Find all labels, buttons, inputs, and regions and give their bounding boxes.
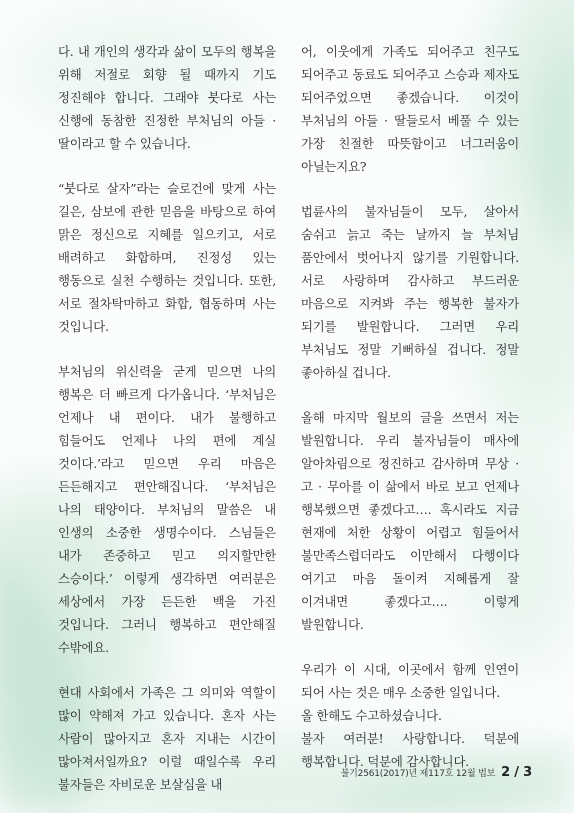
page-footer <box>341 765 532 780</box>
paragraph: 현대 사회에서 가족은 그 의미와 역할이 많이 약해져 가고 있습니다. 혼자 사는 사람이 많아지고 혼자 지내는 시간이 많아져서일까요? 이럴 때일수록 우리 불자들은 자비로운 보살심을 내 <box>58 685 276 792</box>
right-column <box>301 40 519 773</box>
paragraph: 부처님의 위신력을 굳게 믿으면 나의 행복은 더 빠르게 다가옵니다. ‘부처님은 언제나 내 편이다. 내가 불행하고 힘들어도 언제나 나의 편에 계실 것이다.’라고 믿으면 우리 마음은 든든해지고 편안해집니다. ‘부처님은 나의 태양이다. 부처님의 말씀은 내 인생의 소중한 생명수이다. 스님들은 내가 존중하고 믿고 의지할만한 스승이다.’ 이렇게 생각하면 여러분은 세상에서 가장 든든한 백을 가진 것입니다. 그러니 행복하고 편안해질 수밖에요. <box>58 364 276 655</box>
paragraph: 법륜사의 불자님들이 모두, 살아서 숨쉬고 늙고 죽는 날까지 늘 부처님 품안에서 벗어나지 않기를 기원합니다. 서로 사랑하며 감사하고 부드러운 마음으로 지켜봐 주는 행복한 불자가 되기를 발원합니다. 그러면 우리 부처님도 정말 기뻐하실 겁니다. 정말 좋아하실 겁니다. <box>301 204 519 380</box>
issue-info: 불기2561(2017)년 제117호 12월 법보 <box>340 769 496 779</box>
page-number: 2 / 3 <box>501 765 532 780</box>
left-column <box>58 40 276 796</box>
paragraph: 우리가 이 시대, 이곳에서 함께 인연이 되어 사는 것은 매우 소중한 일입니다. <box>301 662 519 700</box>
paragraph: 어, 이웃에게 가족도 되어주고 친구도 되어주고 동료도 되어주고 스승과 제자도 되어주었으면 좋겠습니다. 이것이 부처님의 아들 · 딸들로서 베풀 수 있는 가장 친절한 따뜻함이고 너그러움이 아닐는지요? <box>301 44 519 174</box>
paragraph: 불자 여러분! 사랑합니다. 덕분에 행복합니다. 덕분에 감사합니다. <box>301 731 519 769</box>
paragraph: “붓다로 살자”라는 슬로건에 맞게 사는 길은, 삼보에 관한 믿음을 바탕으로 하여 맑은 정신으로 지혜를 일으키고, 서로 배려하고 화합하며, 진정성 있는 행동으로 실천 수행하는 것입니다. 또한, 서로 절차탁마하고 화합, 협동하며 사는 것입니다. <box>58 181 276 334</box>
paragraph: 올 한해도 수고하셨습니다. <box>301 708 442 723</box>
paragraph: 다. 내 개인의 생각과 삶이 모두의 행복을 위해 저절로 회향 될 때까지 기도 정진해야 합니다. 그래야 붓다로 사는 신행에 동참한 진정한 부처님의 아들 · 딸이라고 할 수 있습니다. <box>58 44 276 151</box>
paragraph: 올해 마지막 월보의 글을 쓰면서 저는 발원합니다. 우리 불자님들이 매사에 알아차림으로 정진하고 감사하며 무상 · 고 · 무아를 이 삶에서 바로 보고 언제나 행복했으면 좋겠다고…. 혹시라도 지금 현재에 처한 상황이 어렵고 힘들어서 불만족스럽더라도 이만해서 다행이다 여기고 마음 돌이켜 지혜롭게 잘 이겨내면 좋겠다고…. 이렇게 발원합니다. <box>301 410 519 632</box>
